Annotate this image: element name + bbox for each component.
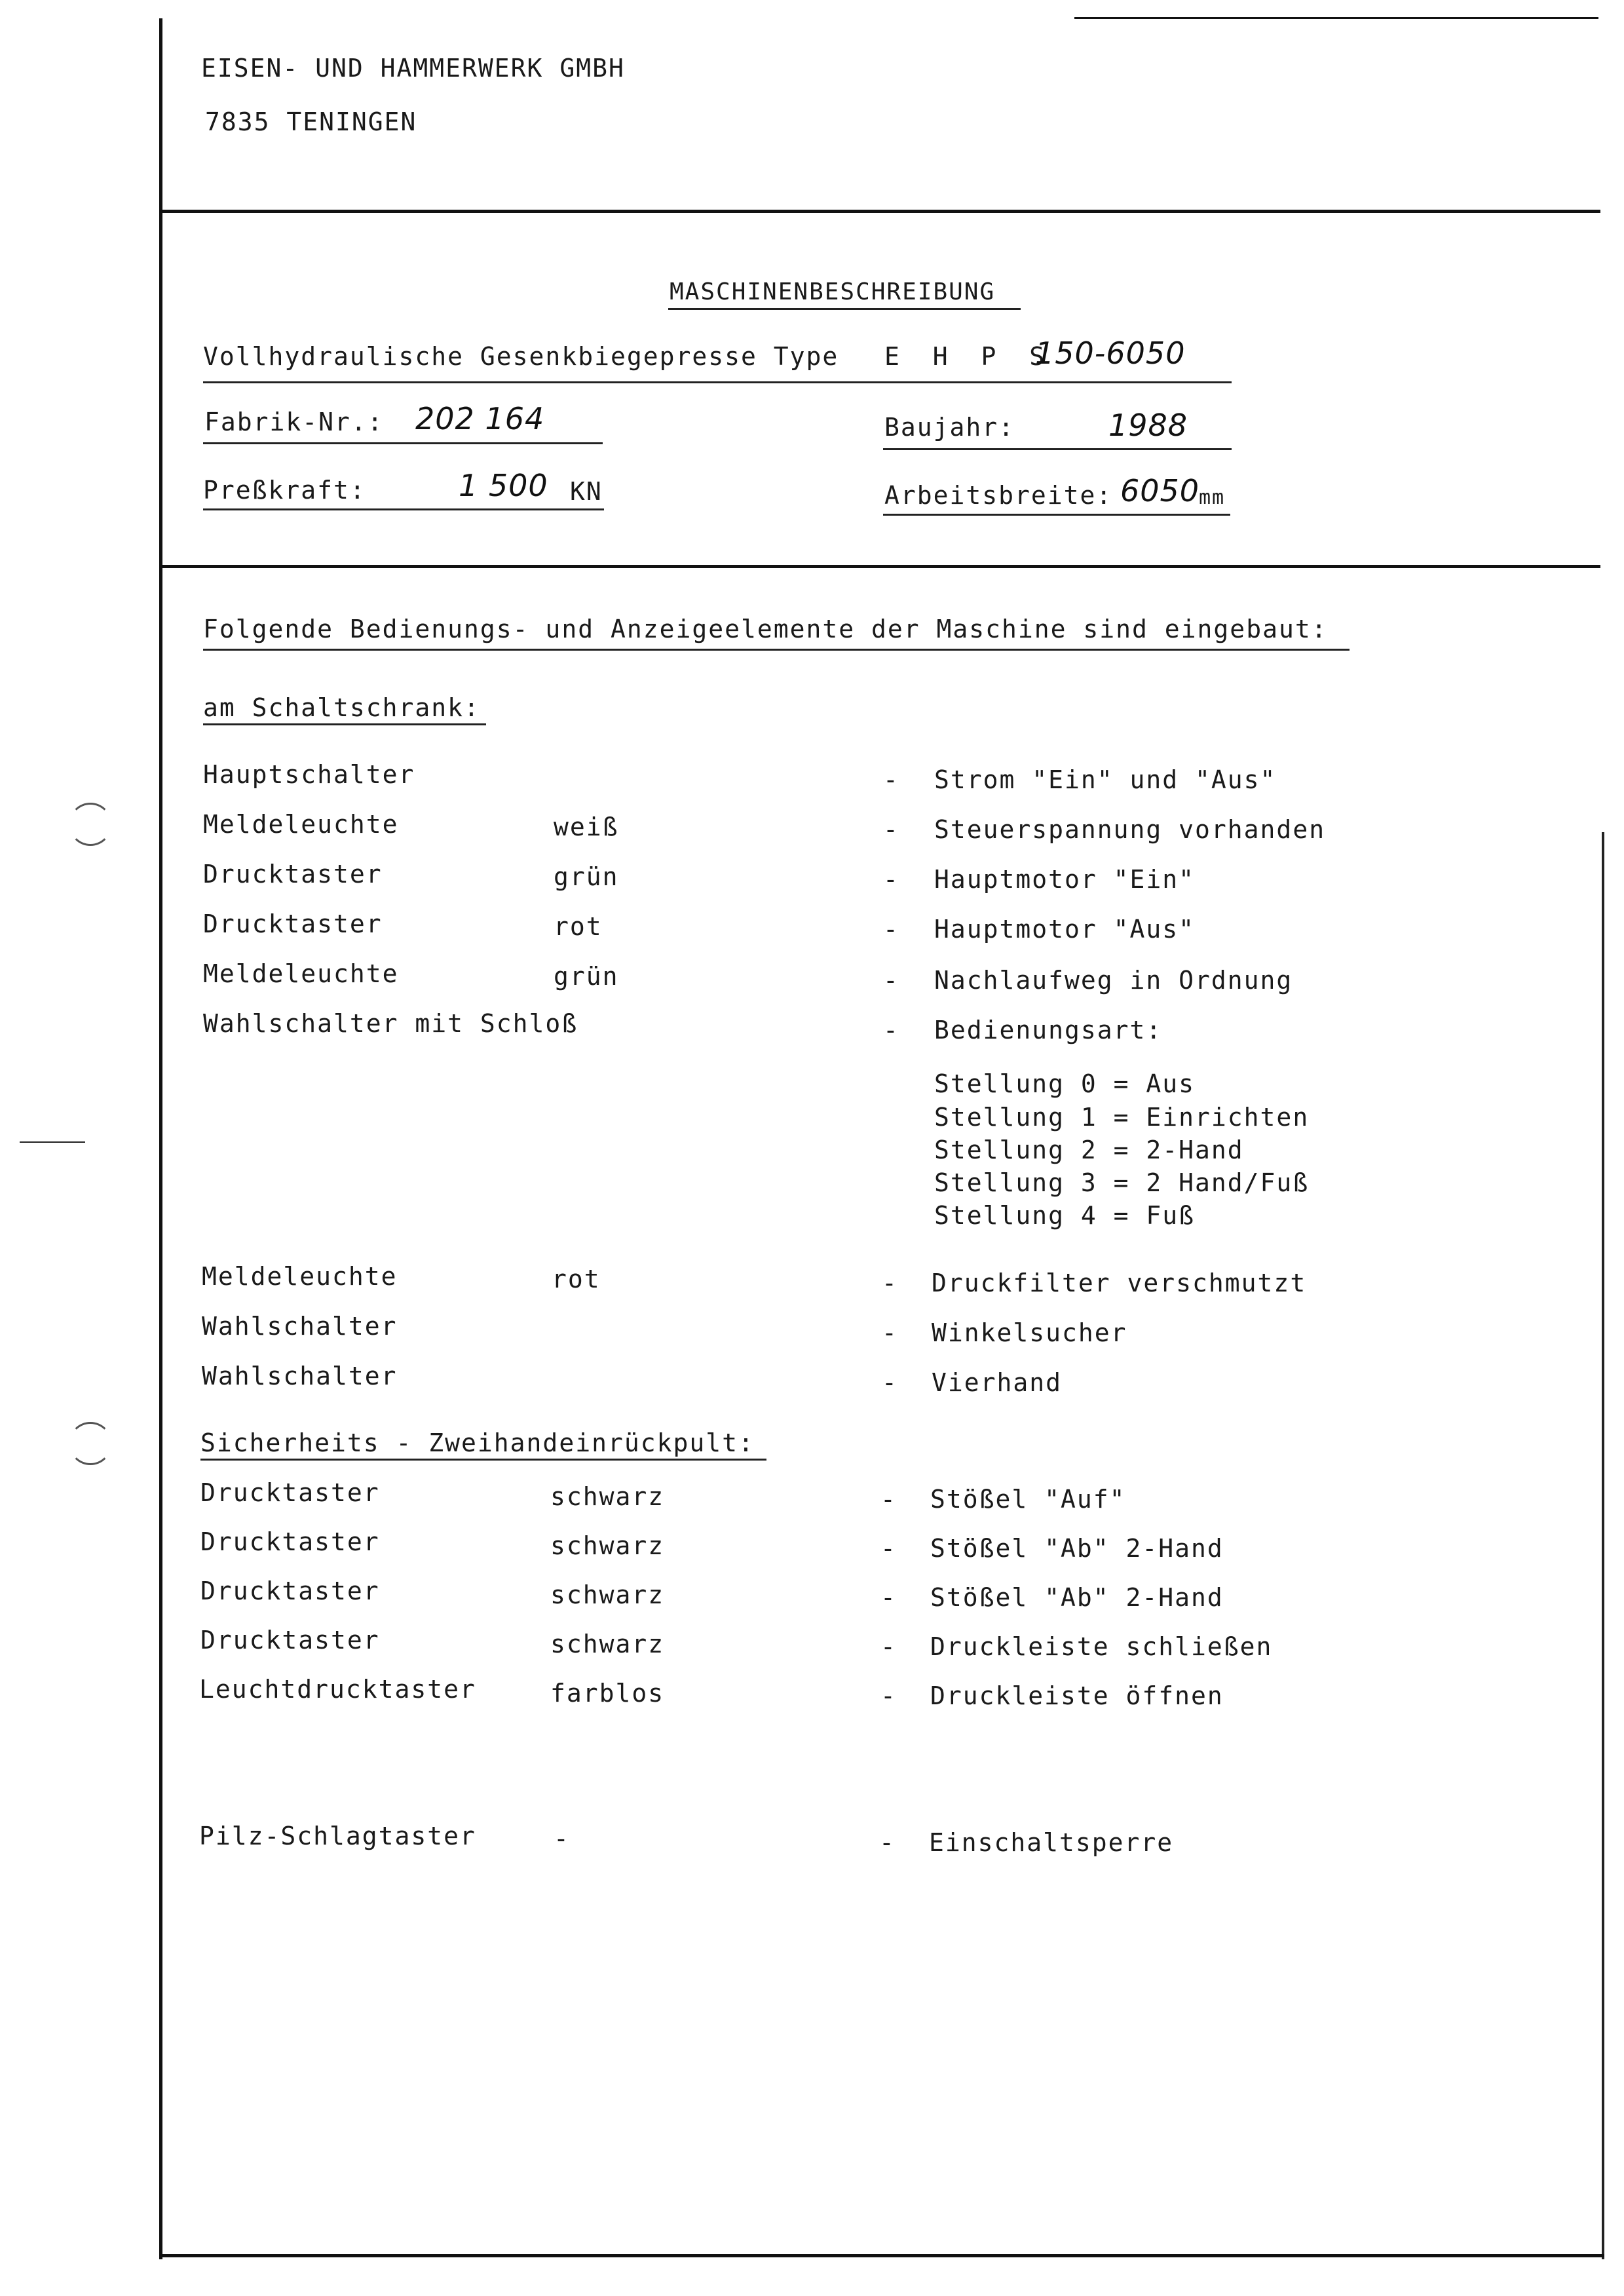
dash: - [879, 1828, 896, 1857]
dash: - [883, 915, 899, 944]
element-function: Steuerspannung vorhanden [934, 815, 1326, 844]
top-rule [1074, 17, 1598, 19]
machine-type-label: Vollhydraulische Gesenkbiegepresse Type [203, 342, 839, 371]
dash: - [882, 1368, 898, 1397]
element-name: Hauptschalter [203, 760, 415, 789]
element-function: Einschaltsperre [929, 1828, 1174, 1857]
punch-hole-mark [69, 803, 112, 846]
element-color: - [554, 1824, 570, 1853]
element-name: Drucktaster [200, 1527, 380, 1556]
element-name: Drucktaster [200, 1626, 380, 1655]
element-color: schwarz [550, 1630, 665, 1658]
element-function: Strom "Ein" und "Aus" [934, 765, 1277, 794]
element-name: Meldeleuchte [203, 810, 399, 839]
section-schaltschrank-underline [203, 723, 486, 725]
arbeitsbreite-underline [883, 514, 1230, 516]
dash: - [883, 966, 899, 995]
element-color: rot [554, 912, 603, 941]
title-underline [668, 308, 1021, 310]
position-item: Stellung 3 = 2 Hand/Fuß [934, 1168, 1310, 1197]
position-item: Stellung 0 = Aus [934, 1069, 1196, 1098]
element-function: Stößel "Ab" 2-Hand [930, 1583, 1224, 1612]
position-item: Stellung 1 = Einrichten [934, 1103, 1310, 1132]
punch-hole-mark [69, 1422, 112, 1465]
presskraft-label: Preßkraft: [203, 476, 366, 505]
arbeitsbreite-value: 6050 [1120, 473, 1200, 508]
fabrik-value: 202 164 [415, 401, 545, 436]
element-color: schwarz [550, 1531, 665, 1560]
machine-type-value: 150-6050 [1035, 335, 1186, 371]
dash: - [880, 1534, 897, 1563]
dash: - [880, 1485, 897, 1514]
presskraft-unit: KN [570, 477, 603, 506]
element-function: Winkelsucher [932, 1318, 1127, 1347]
machine-type-code: E H P S [884, 342, 1054, 371]
element-color: farblos [550, 1679, 665, 1708]
company-name: EISEN- UND HAMMERWERK GMBH [201, 54, 625, 83]
element-function: Druckleiste schließen [930, 1632, 1273, 1661]
element-function: Stößel "Ab" 2-Hand [930, 1534, 1224, 1563]
dash: - [880, 1681, 897, 1710]
company-address: 7835 TENINGEN [205, 107, 417, 136]
section-zweihand-heading: Sicherheits - Zweihandeinrückpult: [200, 1428, 755, 1457]
element-color: schwarz [550, 1482, 665, 1511]
right-border-line [1602, 832, 1604, 2259]
dash: - [882, 1269, 898, 1297]
baujahr-underline [883, 448, 1232, 450]
element-function: Stößel "Auf" [930, 1485, 1126, 1514]
element-name: Drucktaster [203, 909, 383, 938]
type-underline [203, 381, 1232, 383]
element-color: rot [552, 1265, 601, 1293]
dash: - [883, 815, 899, 844]
margin-mark [20, 1141, 85, 1143]
element-function: Druckfilter verschmutzt [932, 1269, 1307, 1297]
element-name: Wahlschalter [202, 1362, 398, 1390]
intro-underline [203, 649, 1350, 651]
element-name: Wahlschalter mit Schloß [203, 1009, 578, 1038]
position-item: Stellung 4 = Fuß [934, 1201, 1196, 1230]
element-function: Bedienungsart: [934, 1016, 1163, 1044]
left-border-line [159, 18, 162, 2259]
header-divider [159, 210, 1600, 213]
element-name: Drucktaster [203, 860, 383, 889]
element-name: Drucktaster [200, 1577, 380, 1605]
element-function: Druckleiste öffnen [930, 1681, 1224, 1710]
baujahr-label: Baujahr: [884, 413, 1015, 442]
element-name: Meldeleuchte [203, 959, 399, 988]
intro-text: Folgende Bedienungs- und Anzeigeelemente der Maschine sind eingebaut: [203, 615, 1328, 643]
element-color: weiß [554, 813, 619, 841]
arbeitsbreite-label: Arbeitsbreite: [884, 481, 1113, 510]
presskraft-underline [203, 508, 604, 510]
arbeitsbreite-unit: mm [1199, 486, 1226, 509]
page-title: MASCHINENBESCHREIBUNG [670, 278, 996, 305]
element-name: Pilz-Schlagtaster [199, 1822, 476, 1850]
fabrik-underline [203, 442, 603, 444]
presskraft-value: 1 500 [459, 468, 548, 503]
element-function: Vierhand [932, 1368, 1063, 1397]
fabrik-label: Fabrik-Nr.: [204, 408, 384, 436]
dash: - [882, 1318, 898, 1347]
description-divider [159, 565, 1600, 568]
element-name: Drucktaster [200, 1478, 380, 1507]
dash: - [880, 1632, 897, 1661]
baujahr-value: 1988 [1108, 408, 1188, 443]
position-item: Stellung 2 = 2-Hand [934, 1136, 1244, 1164]
element-name: Meldeleuchte [202, 1262, 398, 1291]
dash: - [880, 1583, 897, 1612]
element-function: Nachlaufweg in Ordnung [934, 966, 1293, 995]
dash: - [883, 765, 899, 794]
section-zweihand-underline [200, 1459, 766, 1461]
dash: - [883, 865, 899, 894]
element-name: Leuchtdrucktaster [199, 1675, 476, 1704]
element-function: Hauptmotor "Ein" [934, 865, 1196, 894]
bottom-rule [159, 2254, 1604, 2257]
element-color: grün [554, 962, 619, 991]
element-color: schwarz [550, 1580, 665, 1609]
element-name: Wahlschalter [202, 1312, 398, 1341]
section-schaltschrank-heading: am Schaltschrank: [203, 693, 480, 722]
dash: - [883, 1016, 899, 1044]
element-function: Hauptmotor "Aus" [934, 915, 1196, 944]
element-color: grün [554, 862, 619, 891]
